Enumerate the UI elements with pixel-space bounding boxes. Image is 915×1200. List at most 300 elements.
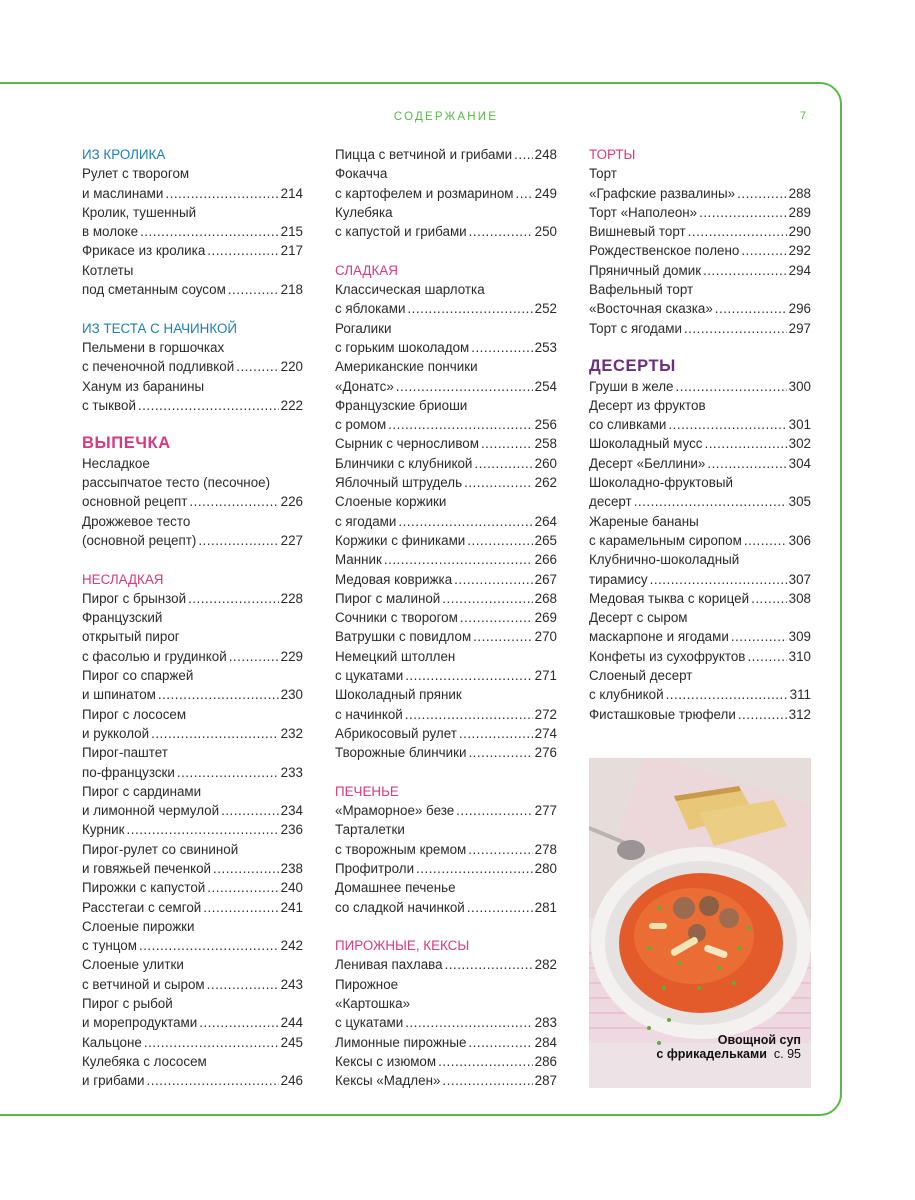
dot-leader [467,531,532,550]
recipe-title: Пирожки с капустой [82,880,206,896]
dot-leader [139,936,279,955]
recipe-title-line: рассыпчатое тесто (песочное) [82,475,271,491]
recipe-title-line: Несладкое [82,455,150,471]
recipe-title-line: Французский [82,610,163,626]
toc-entry[interactable] [82,241,303,260]
dot-leader [199,1013,278,1032]
dot-leader [688,222,787,241]
recipe-title-line: Кулебяка [335,204,393,220]
section-subheading: ТОРТЫ [589,147,636,162]
recipe-title: Медовая коврижка [335,571,453,587]
soup-photo [589,758,811,1088]
toc-entry[interactable] [82,280,303,299]
recipe-title: в молоке [82,224,139,240]
recipe-title: с печеночной подливкой [82,359,235,375]
recipe-title: Медовая тыква с корицей [589,590,750,606]
page-ref: 243 [280,976,303,992]
spacer [335,241,557,260]
toc-entry[interactable] [335,184,557,203]
dot-leader [207,975,279,994]
recipe-title: Торт «Наполеон» [589,204,698,220]
toc-entry[interactable] [589,319,811,338]
dot-leader [127,820,279,839]
toc-entry[interactable] [335,840,557,859]
recipe-title-line: Котлеты [82,262,134,278]
dot-leader [416,859,533,878]
dot-leader [151,724,279,743]
recipe-title: Десерт «Беллини» [589,455,706,471]
recipe-title: с яблоками [335,301,406,317]
page-ref: 294 [788,262,811,278]
dot-leader [454,570,533,589]
dot-leader [747,647,786,666]
page-ref: 290 [788,224,811,240]
recipe-title-line: Пирог-паштет [82,745,168,761]
toc-entry[interactable] [82,184,303,203]
toc-entry[interactable] [335,801,557,820]
dot-leader [474,454,532,473]
recipe-title: Рождественское полено [589,243,740,259]
recipe-title-line: Домашнее печенье [335,880,456,896]
page-ref: 287 [534,1073,557,1089]
page-ref: 308 [788,590,811,606]
recipe-title-line: Десерт из фруктов [589,397,706,413]
toc-entry[interactable] [589,377,811,396]
dot-leader [481,434,533,453]
dot-leader [147,1071,279,1090]
toc-entry[interactable] [82,763,303,782]
recipe-title: Кексы с изюмом [335,1053,437,1069]
toc-entry[interactable] [82,859,303,878]
dot-leader [704,434,786,453]
recipe-title-line: Шоколадный пряник [335,687,462,703]
toc-entry[interactable] [335,338,557,357]
recipe-title: по-французски [82,764,175,780]
page-ref: 264 [534,513,557,529]
recipe-title: Кексы «Мадлен» [335,1073,441,1089]
recipe-title: «Донатс» [335,378,394,394]
toc-entry[interactable] [335,955,557,974]
toc-entry[interactable] [335,859,557,878]
dot-leader [473,627,533,646]
page-ref: 289 [788,204,811,220]
page-ref: 260 [534,455,557,471]
toc-entry[interactable] [82,1033,303,1052]
recipe-title: «Графские развалины» [589,185,736,201]
page-ref: 254 [534,378,557,394]
toc-entry[interactable] [82,492,303,511]
recipe-title-line: Пирог с сардинами [82,783,202,799]
recipe-title: и шпинатом [82,687,156,703]
page-ref: 240 [280,880,303,896]
dot-leader [405,666,532,685]
recipe-title-line: Пирожное [335,976,399,992]
toc-entry[interactable] [335,299,557,318]
recipe-title: с тунцом [82,938,137,954]
recipe-title: Торт с ягодами [589,320,682,336]
recipe-title: с ягодами [335,513,397,529]
spacer [589,338,811,357]
dot-leader [464,473,533,492]
recipe-title: Яблочный штрудель [335,475,463,491]
toc-entry[interactable] [589,531,811,550]
recipe-title: с ромом [335,417,387,433]
toc-entry[interactable] [589,685,811,704]
toc-column-1 [82,145,303,1091]
toc-entry[interactable] [589,415,811,434]
page-ref: 214 [280,185,303,201]
spacer [82,550,303,569]
recipe-title-line: «Картошка» [335,996,411,1012]
recipe-title: с цукатами [335,1015,404,1031]
page-ref: 222 [280,397,303,413]
page-ref: 300 [788,378,811,394]
dot-leader [144,1033,279,1052]
page-ref: 233 [280,764,303,780]
recipe-title: Пирог с малиной [335,590,441,606]
dot-leader [188,589,279,608]
recipe-title: Курник [82,822,125,838]
recipe-title: со сладкой начинкой [335,899,465,915]
toc-entry[interactable] [82,724,303,743]
toc-entry[interactable] [589,184,811,203]
dot-leader [189,492,278,511]
recipe-title: и грибами [82,1073,145,1089]
page-ref: 229 [280,648,303,664]
page-ref: 265 [534,532,557,548]
recipe-title: «Восточная сказка» [589,301,713,317]
toc-entry[interactable] [335,531,557,550]
page-ref: 217 [280,243,303,259]
page-ref: 278 [534,841,557,857]
recipe-title-line: Пельмени в горшочках [82,339,225,355]
recipe-title: под сметанным соусом [82,282,226,298]
page-ref: 311 [789,687,811,703]
page-ref: 262 [534,475,557,491]
dot-leader [438,1052,533,1071]
page-ref: 220 [280,359,303,375]
recipe-title: Фисташковые трюфели [589,706,736,722]
spacer [335,917,557,936]
page-ref: 288 [788,185,811,201]
page-ref: 218 [280,282,303,298]
section-subheading: ИЗ КРОЛИКА [82,147,166,162]
page-ref: 270 [534,629,557,645]
dot-leader [198,531,278,550]
recipe-title: маскарпоне и ягодами [589,629,729,645]
recipe-title: с начинкой [335,706,403,722]
recipe-title-line: Пирог со спаржей [82,668,194,684]
page-ref: 297 [788,320,811,336]
recipe-title: Расстегаи с семгой [82,899,202,915]
dot-leader [707,454,786,473]
recipe-title: и маслинами [82,185,164,201]
toc-entry[interactable] [335,434,557,453]
recipe-title-line: Рулет с творогом [82,166,190,182]
section-heading: ВЫПЕЧКА [82,434,171,453]
recipe-title-line: Фокачча [335,166,388,182]
section-subheading: ИЗ ТЕСТА С НАЧИНКОЙ [82,320,238,336]
page-ref: 280 [534,860,557,876]
toc-entry[interactable] [82,357,303,376]
dot-leader [468,1033,532,1052]
dot-leader [165,184,278,203]
recipe-title: Абрикосовый рулет [335,725,457,741]
toc-entry[interactable] [589,454,811,473]
dot-leader [703,261,787,280]
toc-entry[interactable] [82,820,303,839]
toc-entry[interactable] [335,222,557,241]
dot-leader [744,531,787,550]
recipe-title-line: Ханум из баранины [82,378,205,394]
dot-leader [666,685,788,704]
page-ref: 304 [788,455,811,471]
toc-entry[interactable] [82,647,303,666]
page-ref: 246 [280,1073,303,1089]
recipe-title-line: Слоеный десерт [589,668,693,684]
recipe-title: Коржики с финиками [335,532,466,548]
toc-entry[interactable] [335,415,557,434]
toc-entry[interactable] [82,685,303,704]
toc-entry[interactable] [589,434,811,453]
recipe-title: Пицца с ветчиной и грибами [335,147,513,162]
recipe-title: с карамельным сиропом [589,532,742,548]
page-ref: 232 [280,725,303,741]
dot-leader [751,589,787,608]
page-ref: 286 [534,1053,557,1069]
recipe-title: основной рецепт [82,494,188,510]
recipe-title-line: Пирог с лососем [82,706,187,722]
dot-leader [388,415,532,434]
dot-leader [737,184,787,203]
recipe-title: (основной рецепт) [82,532,197,548]
toc-entry[interactable] [82,878,303,897]
dot-leader [398,512,532,531]
spacer [82,299,303,318]
recipe-title: с ветчиной и сыром [82,976,205,992]
section-heading: ДЕСЕРТЫ [589,357,676,376]
toc-entry[interactable] [82,936,303,955]
toc-entry[interactable] [335,1033,557,1052]
recipe-title: с тыквой [82,397,136,413]
dot-leader [469,222,533,241]
toc-entry[interactable] [82,531,303,550]
recipe-title-line: Рогалики [335,320,392,336]
recipe-title: Ватрушки с повидлом [335,629,472,645]
dot-leader [396,377,533,396]
toc-entry[interactable] [589,492,811,511]
recipe-title-line: Десерт с сыром [589,610,688,626]
page-ref: 250 [534,224,557,240]
page-ref: 276 [534,745,557,761]
page-ref: 236 [280,822,303,838]
toc-entry[interactable] [335,1052,557,1071]
toc-entry[interactable] [589,705,811,724]
photo-caption-line1: Овощной суп [717,1033,801,1047]
recipe-title: Профитроли [335,860,415,876]
page-ref: 230 [280,687,303,703]
toc-entry[interactable] [589,203,811,222]
dot-leader [213,859,279,878]
page-ref: 258 [534,436,557,452]
page-title: СОДЕРЖАНИЕ [393,111,499,123]
dot-leader [738,705,787,724]
recipe-title-line: Пирог с рыбой [82,996,173,1012]
recipe-title-line: Пирог-рулет со свининой [82,841,239,857]
page-ref: 256 [534,417,557,433]
toc-entry[interactable] [335,666,557,685]
page-ref: 245 [280,1034,303,1050]
recipe-title: с цукатами [335,668,404,684]
dot-leader [731,627,787,646]
toc-entry[interactable] [335,743,557,762]
dot-leader [405,705,533,724]
toc-entry[interactable] [335,512,557,531]
page-ref: 234 [280,803,303,819]
toc-column-2 [335,145,557,1091]
toc-entry[interactable] [335,1013,557,1032]
recipe-title-line: Слоеные коржики [335,494,447,510]
recipe-title: и рукколой [82,725,150,741]
recipe-title-line: Слоеные улитки [82,957,184,973]
toc-entry[interactable] [335,570,557,589]
page-ref: 301 [788,417,811,433]
page-ref: 307 [788,571,811,587]
toc-entry[interactable] [335,705,557,724]
recipe-title-line: Классическая шарлотка [335,282,485,298]
dot-leader [699,203,787,222]
toc-entry[interactable] [589,222,811,241]
photo-caption-line2: с фрикадельками [656,1047,767,1061]
recipe-title: «Мраморное» безе [335,803,455,819]
toc-entry[interactable] [589,647,811,666]
dot-leader [203,898,278,917]
dot-leader [684,319,787,338]
toc-entry[interactable] [82,975,303,994]
page-ref: 296 [788,301,811,317]
dot-leader [514,145,533,164]
recipe-title: Шоколадный мусс [589,436,703,452]
toc-entry[interactable] [589,627,811,646]
recipe-title: с горьким шоколадом [335,339,470,355]
toc-entry[interactable] [82,1071,303,1090]
dot-leader [468,840,532,859]
page-ref: 305 [788,494,811,510]
page-ref: 284 [534,1034,557,1050]
recipe-title: Кальцоне [82,1034,142,1050]
dot-leader [471,338,532,357]
page-ref: 248 [534,147,557,162]
page-ref: 267 [534,571,557,587]
recipe-title: Сырник с черносливом [335,436,479,452]
toc-entry[interactable] [335,898,557,917]
toc-entry[interactable] [82,1013,303,1032]
dot-leader [384,550,533,569]
toc-entry[interactable] [335,377,557,396]
recipe-title-line: Немецкий штоллен [335,648,456,664]
toc-entry[interactable] [335,589,557,608]
toc-entry[interactable] [589,299,811,318]
recipe-title: Конфеты из сухофруктов [589,648,746,664]
page-ref: 249 [534,185,557,201]
dot-leader [715,299,787,318]
dot-leader [676,377,787,396]
toc-entry[interactable] [82,589,303,608]
section-subheading: СЛАДКАЯ [335,262,398,278]
page-ref: 312 [788,706,811,722]
recipe-title: Сочники с творогом [335,610,458,626]
toc-entry[interactable] [335,454,557,473]
dot-leader [634,492,787,511]
recipe-title: Груши в желе [589,378,674,394]
recipe-title-line: Американские пончики [335,359,478,375]
recipe-title: с творожным кремом [335,841,467,857]
dot-leader [467,898,533,917]
toc-entry[interactable] [335,724,557,743]
recipe-title: Манник [335,552,382,568]
page-ref: 228 [280,590,303,606]
recipe-title-line: открытый пирог [82,629,180,645]
recipe-title: и говяжьей печенкой [82,860,212,876]
toc-entry[interactable] [589,261,811,280]
recipe-title: тирамису [589,571,648,587]
dot-leader [442,1071,532,1090]
toc-column-3 [589,145,811,724]
dot-leader [456,801,532,820]
recipe-title-line: Торт [589,166,617,182]
toc-entry[interactable] [335,550,557,569]
recipe-title: с фасолью и грудинкой [82,648,227,664]
recipe-title-line: Слоеные пирожки [82,918,195,934]
toc-entry[interactable] [589,570,811,589]
page-ref: 266 [534,552,557,568]
spacer [335,763,557,782]
recipe-title-line: Дрожжевое тесто [82,513,191,529]
toc-entry[interactable] [335,473,557,492]
page-ref: 244 [280,1015,303,1031]
recipe-title-line: Шоколадно-фруктовый [589,475,733,491]
spacer [82,415,303,434]
dot-leader [741,241,786,260]
recipe-title: и лимонной чермулой [82,803,220,819]
toc-entry[interactable] [589,241,811,260]
toc-entry[interactable] [335,1071,557,1090]
recipe-title-line: Тарталетки [335,822,405,838]
page-ref: 253 [534,339,557,355]
toc-entry[interactable] [335,145,557,164]
recipe-title-line: Жареные бананы [589,513,699,529]
dot-leader [668,415,786,434]
toc-entry[interactable] [82,222,303,241]
toc-entry[interactable] [335,627,557,646]
recipe-title-line: Кролик, тушенный [82,204,197,220]
page-ref: 272 [534,706,557,722]
recipe-title: с клубникой [589,687,664,703]
toc-entry[interactable] [335,608,557,627]
page-number: 7 [800,110,807,122]
recipe-title: десерт [589,494,632,510]
toc-entry[interactable] [82,898,303,917]
dot-leader [442,589,532,608]
dot-leader [138,396,279,415]
page-ref: 226 [280,494,303,510]
toc-entry[interactable] [589,589,811,608]
toc-entry[interactable] [82,801,303,820]
recipe-title: Творожные блинчики [335,745,467,761]
dot-leader [228,280,279,299]
toc-entry[interactable] [82,396,303,415]
dot-leader [177,763,279,782]
